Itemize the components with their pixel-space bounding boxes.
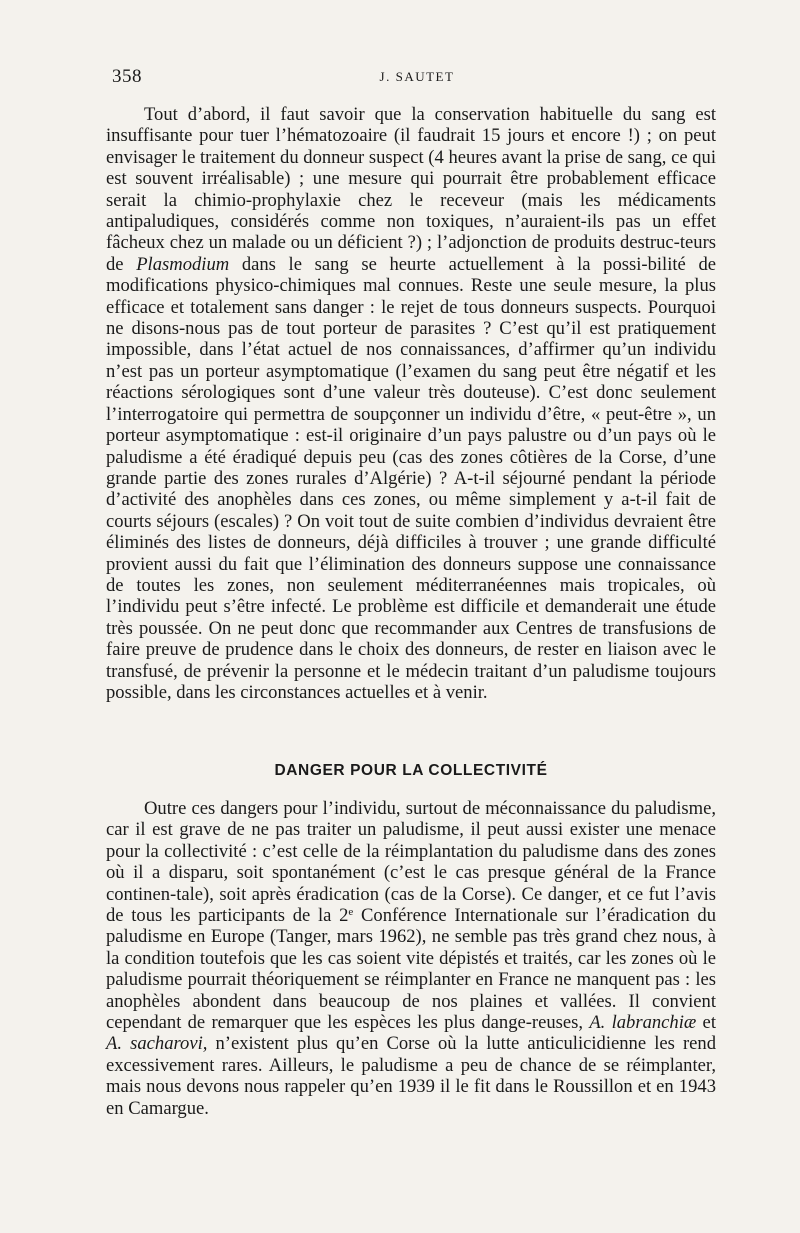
running-title: J. SAUTET: [379, 69, 455, 84]
italic-species-labranchiae: A. labranchiæ: [589, 1012, 697, 1034]
ordinal-superscript: e: [348, 906, 354, 919]
page-number: 358: [112, 66, 142, 87]
running-head: [112, 66, 722, 90]
italic-species-sacharovi: A. sacharovi,: [106, 1033, 208, 1055]
italic-plasmodium: Plasmodium: [136, 253, 230, 275]
paragraph-blood-transfusion: Tout d’abord, il faut savoir que la conservation habituelle du sang est insuffisante pour tuer l’hématozoaire (il faudrait 15 jours et encore !) ; on peut envisager le traitement du donneur suspect (4 heures avant la prise de sang, ce qui est souvent irréalisable) ; une mesure qui pourrait être probablement efficace serait la chimio-prophylaxie chez le receveur (mais les médicaments antipaludiques, considérés comme non toxiques, n’auraient-ils pas un effet fâcheux chez un malade ou un déficient ?) ; l’adjonction de produits destruc-teurs de Plasmodium dans le sang se heurte actuellement à la possi-bilité de modifications physico-chimiques mal connues. Reste une seule mesure, la plus efficace et totalement sans danger : le rejet de tous donneurs suspects. Pourquoi ne disons-nous pas de tout porteur de parasites ? C’est qu’il est pratiquement impossible, dans l’état actuel de nos connaissances, d’affirmer qu’un individu n’est pas un porteur asymptomatique (l’examen du sang peut être négatif et les réactions sérologiques sont d’une valeur très douteuse). C’est donc seulement l’interrogatoire qui permettra de soupçonner un individu d’être, « peut-être », un porteur asymptomatique : est-il originaire d’un pays palustre ou d’un pays où le paludisme a été éradiqué depuis peu (cas des zones côtières de la Corse, d’une grande partie des zones rurales d’Algérie) ? A-t-il séjourné pendant la période d’activité des anophèles dans ces zones, ou même simplement y a-t-il fait de courts séjours (escales) ? On voit tout de suite combien d’individus devraient être éliminés des listes de donneurs, déjà difficiles à trouver ; une grande difficulté provient aussi du fait que l’élimination des donneurs suppose une connaissance de toutes les zones, non seulement méditerranéennes mais tropicales, où l’individu peut s’être infecté. Le problème est difficile et demanderait une étude très poussée. On ne peut donc que recommander aux Centres de transfusions de faire preuve de prudence dans le choix des donneurs, de rester en liaison avec le transfusé, de prévenir la personne et le médecin traitant d’un paludisme toujours possible, dans les circonstances actuelles et à venir.: [106, 104, 716, 703]
paragraph-collective-danger: Outre ces dangers pour l’individu, surtout de méconnaissance du paludisme, car il est grave de ne pas traiter un paludisme, il peut aussi exister une menace pour la collectivité : c’est celle de la réimplantation du paludisme dans des zones où il a disparu, soit spontanément (c’est le cas presque général de la France continen-tale), soit après éradication (cas de la Corse). Ce danger, et ce fut l’avis de tous les participants de la 2e Conférence Internationale sur l’éradication du paludisme en Europe (Tanger, mars 1962), ne semble pas très grand chez nous, à la condition toutefois que les cas soient vite dépistés et traités, car les zones où le paludisme pourrait théoriquement se réimplanter en France ne manquent pas : les anophèles abondent dans beaucoup de nos plaines et vallées. Il convient cependant de remarquer que les espèces les plus dange-reuses, A. labranchiæ et A. sacharovi, n’existent plus qu’en Corse où la lutte anticulicidienne les rend excessivement rares. Ailleurs, le paludisme a peu de chance de se réimplanter, mais nous devons nous rappeler qu’en 1939 il le fit dans le Roussillon et en 1943 en Camargue.: [106, 798, 716, 1119]
section-heading: DANGER POUR LA COLLECTIVITÉ: [274, 762, 548, 779]
